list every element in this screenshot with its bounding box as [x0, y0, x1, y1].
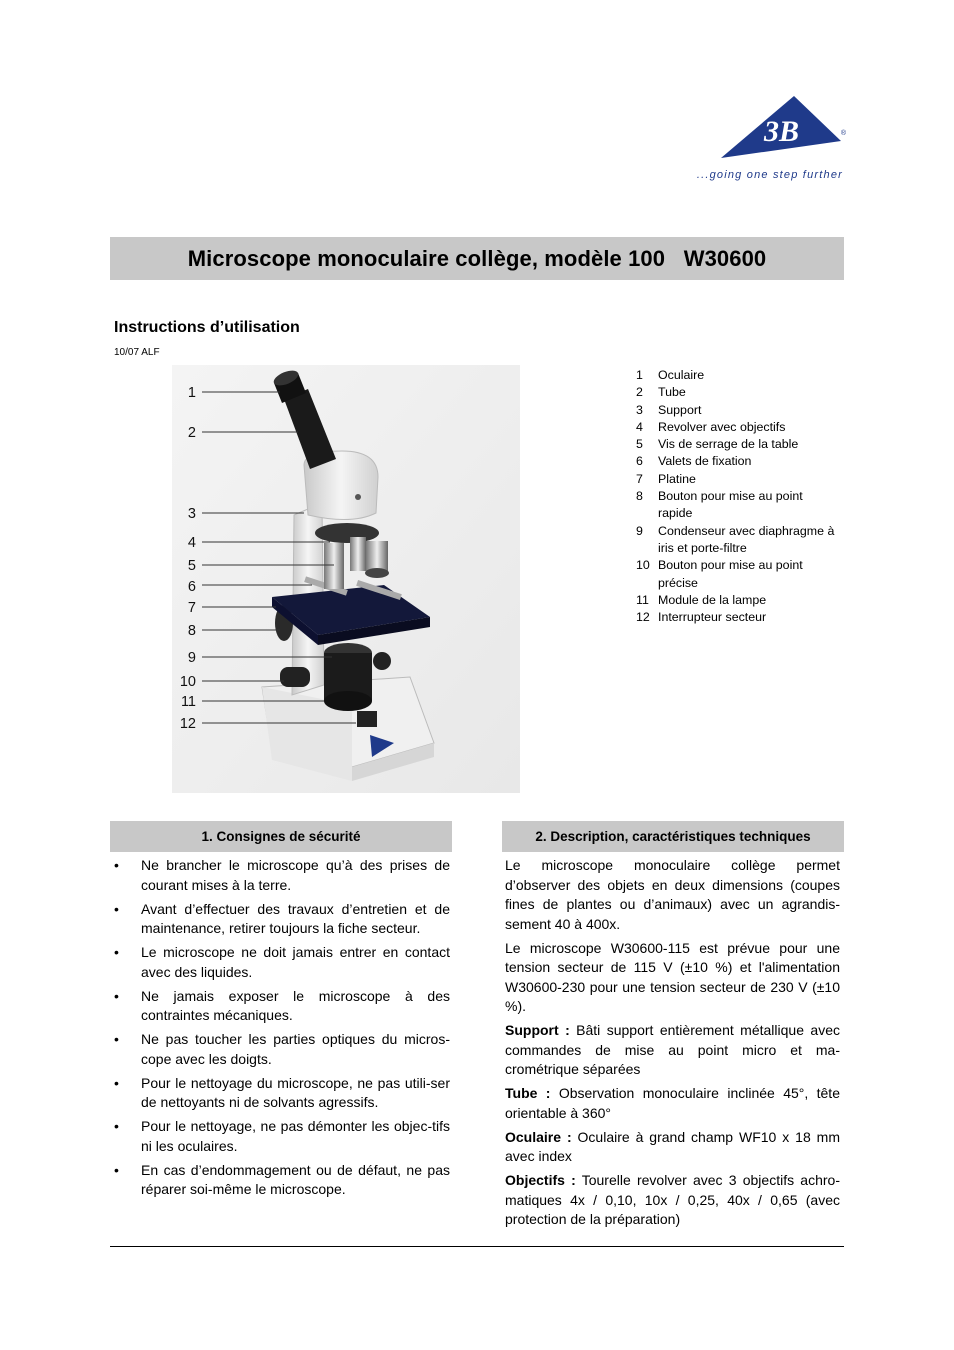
svg-text:®: ®: [840, 130, 846, 137]
legend-item: 12 Interrupteur secteur: [636, 610, 767, 625]
legend-item: 3 Support: [636, 402, 702, 417]
legend-item: 2 Tube: [636, 385, 686, 400]
callout-1: 1: [187, 385, 196, 401]
list-item: • Pour le nettoyage, ne pas démonter les objec-tifs ni les oculaires.: [114, 1118, 450, 1154]
callout-7: 7: [187, 600, 196, 616]
title-bar: [110, 237, 844, 280]
microscope-figure: [172, 365, 520, 793]
description-voltage: Le microscope W30600-115 est prévue pour une tension secteur de 115 V (±10 %) et l'alimentation W30600-230 pour une tension secteur de 230 V (±10 %).: [505, 939, 840, 1014]
callout-9: 9: [187, 650, 196, 666]
legend-item: 11 Module de la lampe: [636, 592, 767, 607]
legend-item: 7 Platine: [636, 471, 696, 486]
description-body: [505, 856, 840, 1234]
section-heading-description: 2. Description, caractéristiques techniques: [502, 821, 844, 852]
parts-legend: [636, 367, 848, 626]
list-item: • Ne brancher le microscope qu’à des prises de courant mises à la terre.: [114, 857, 450, 893]
callout-2: 2: [187, 425, 196, 441]
callout-4: 4: [187, 535, 196, 551]
legend-item: 9 Condenseur avec diaphragme à iris et porte-filtre: [636, 523, 835, 555]
callout-10: 10: [179, 674, 196, 690]
safety-list: [110, 856, 450, 1204]
legend-item: 4 Revolver avec objectifs: [636, 419, 786, 434]
footer-divider: [110, 1246, 844, 1247]
spec-eyepiece: Oculaire : Oculaire à grand champ WF10 x 18 mm avec index: [505, 1128, 840, 1164]
legend-item: 5 Vis de serrage de la table: [636, 437, 799, 452]
doc-subtitle: Instructions d’utilisation: [114, 319, 300, 336]
doc-date-code: 10/07 ALF: [114, 347, 160, 358]
list-item: • Pour le nettoyage du microscope, ne pas utili-ser de nettoyants ni de solvants agressifs.: [114, 1074, 450, 1110]
callout-8: 8: [187, 623, 196, 639]
logo-tagline: ...going one step further: [696, 169, 843, 181]
legend-item: 10 Bouton pour mise au point précise: [636, 558, 803, 590]
legend-item: 8 Bouton pour mise au point rapide: [636, 489, 803, 521]
spec-support: Support : Bâti support entièrement métallique avec commandes de mise au point micro et ma-crométrique séparées: [505, 1022, 840, 1077]
callout-3: 3: [187, 506, 196, 522]
callout-12: 12: [179, 716, 196, 732]
section-heading-safety: 1. Consignes de sécurité: [110, 821, 452, 852]
spec-tube: Tube : Observation monoculaire inclinée 45°, tête orientable à 360°: [505, 1085, 840, 1121]
legend-item: 6 Valets de fixation: [636, 454, 752, 469]
list-item: • Avant d’effectuer des travaux d’entretien et de maintenance, retirer toujours la fiche secteur.: [114, 900, 450, 936]
spec-objectives: Objectifs : Tourelle revolver avec 3 objectifs achro-matiques 4x / 0,10, 10x / 0,25, 40x / 0,65 (avec protection de la préparation): [505, 1172, 840, 1227]
list-item: • Ne pas toucher les parties optiques du micros-cope avec les doigts.: [114, 1031, 450, 1067]
page-title: Microscope monoculaire collège, modèle 100 W30600: [187, 245, 767, 271]
callout-11: 11: [180, 694, 196, 710]
brand-logo: [676, 93, 846, 183]
description-intro: Le microscope monoculaire collège permet d’observer des objets en deux dimensions (coupes fines de plantes ou d’animaux) avec un agrandis-sement 40 à 400x.: [505, 857, 840, 932]
callout-6: 6: [187, 579, 196, 595]
list-item: • En cas d’endommagement ou de défaut, ne pas réparer soi-même le microscope.: [114, 1161, 450, 1197]
logo-mark: 3B: [764, 115, 800, 148]
callout-5: 5: [187, 558, 196, 574]
list-item: • Ne jamais exposer le microscope à des contraintes mécaniques.: [114, 987, 450, 1023]
list-item: • Le microscope ne doit jamais entrer en contact avec des liquides.: [114, 944, 450, 980]
legend-item: 1 Oculaire: [636, 368, 705, 382]
